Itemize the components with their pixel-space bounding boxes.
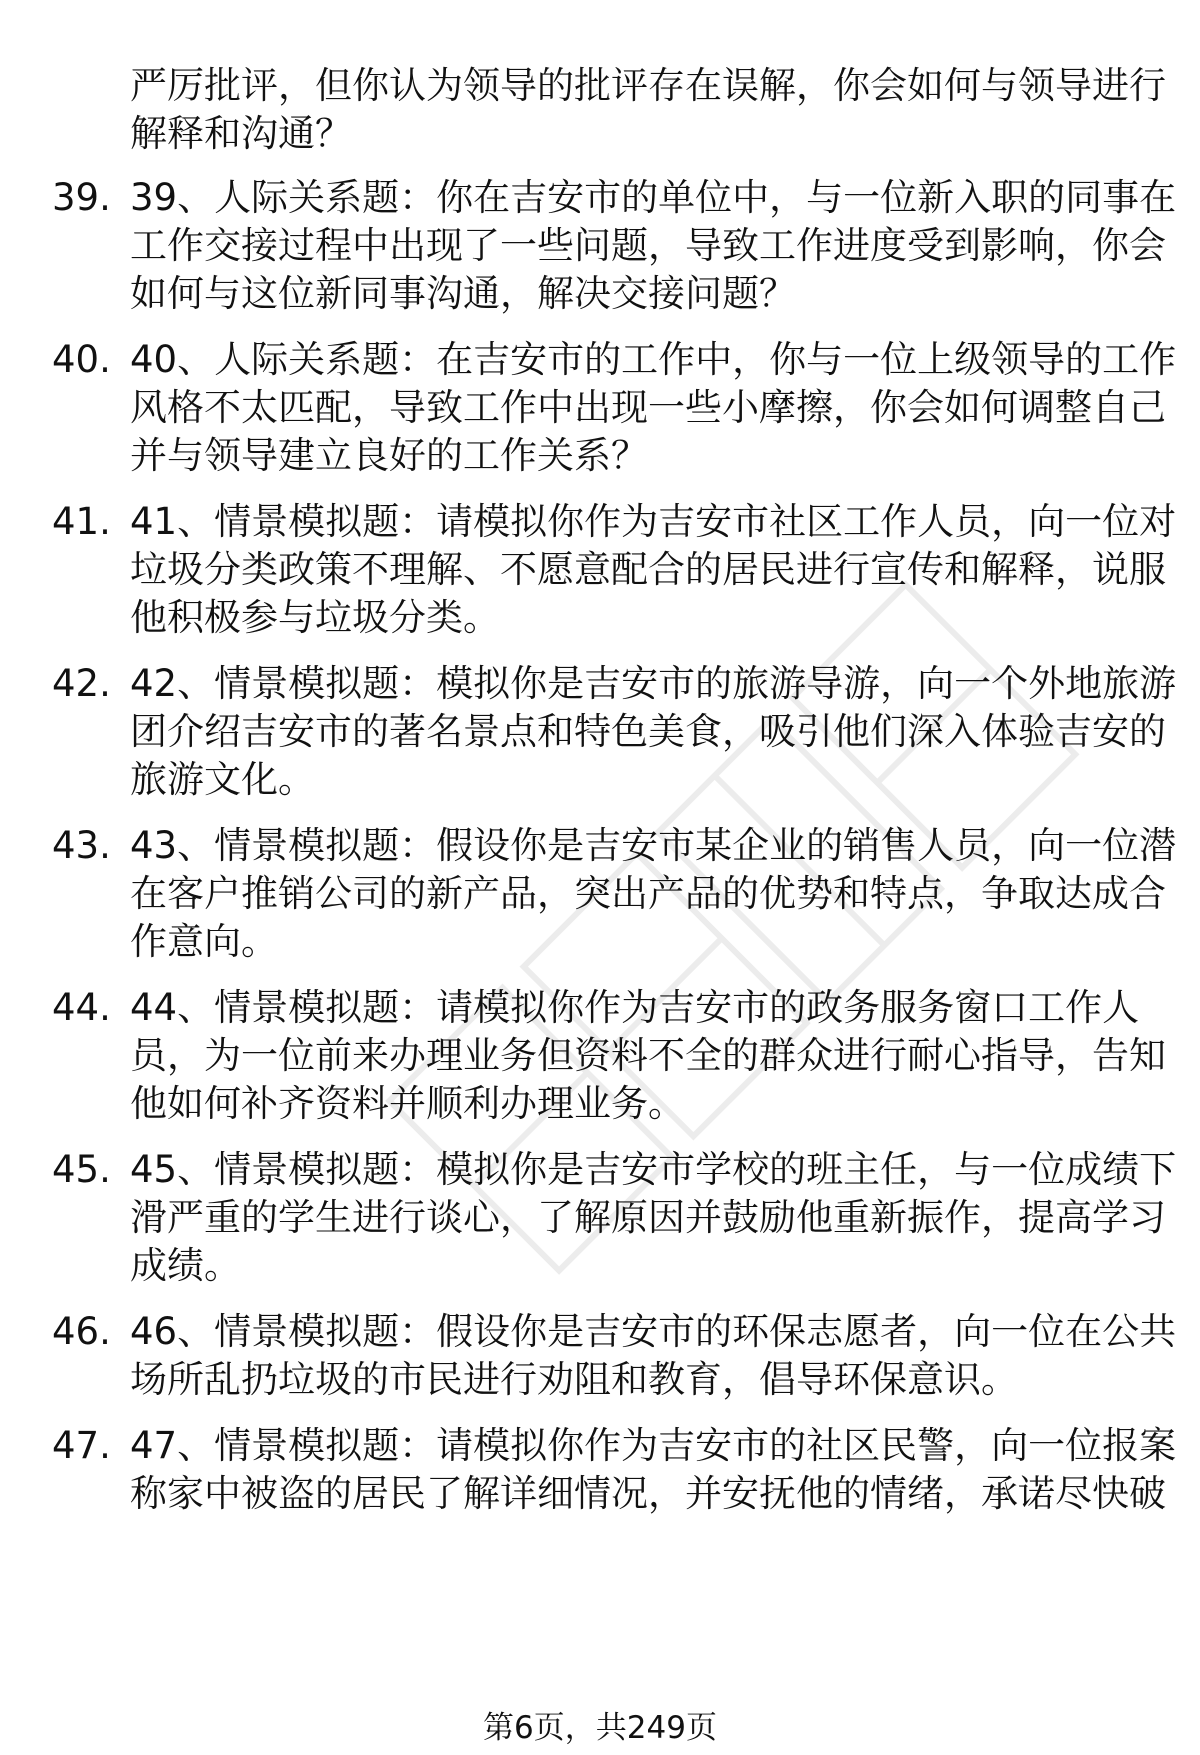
- text-line: 员，为一位前来办理业务但资料不全的群众进行耐心指导，告知: [130, 1034, 1166, 1077]
- item-number: 44.: [52, 986, 111, 1029]
- text-line: 称家中被盗的居民了解详细情况，并安抚他的情绪，承诺尽快破: [130, 1472, 1166, 1515]
- text-line: 场所乱扔垃圾的市民进行劝阻和教育，倡导环保意识。: [130, 1358, 1018, 1401]
- text-line: 风格不太匹配，导致工作中出现一些小摩擦，你会如何调整自己: [130, 386, 1166, 429]
- item-number: 46.: [52, 1310, 111, 1353]
- text-line: 严厉批评，但你认为领导的批评存在误解，你会如何与领导进行: [130, 64, 1166, 107]
- text-line: 47、情景模拟题：请模拟你作为吉安市的社区民警，向一位报案: [130, 1424, 1177, 1467]
- text-line: 44、情景模拟题：请模拟你作为吉安市的政务服务窗口工作人: [130, 986, 1140, 1029]
- item-number: 39.: [52, 176, 111, 219]
- item-text: [130, 336, 1177, 480]
- text-line: 并与领导建立良好的工作关系？: [130, 434, 648, 477]
- text-line: 43、情景模拟题：假设你是吉安市某企业的销售人员，向一位潜: [130, 824, 1177, 867]
- item-text: [130, 498, 1177, 642]
- page-number-footer: 第6页，共249页: [483, 1710, 717, 1746]
- text-line: 成绩。: [130, 1244, 241, 1287]
- item-number: 43.: [52, 824, 111, 867]
- text-line: 滑严重的学生进行谈心，了解原因并鼓励他重新振作，提高学习: [130, 1196, 1166, 1239]
- item-text: [130, 1308, 1177, 1404]
- text-line: 作意向。: [130, 920, 278, 963]
- item-number: 47.: [52, 1424, 111, 1467]
- item-text: [130, 1422, 1177, 1518]
- text-line: 40、人际关系题：在吉安市的工作中，你与一位上级领导的工作: [130, 338, 1177, 381]
- text-line: 46、情景模拟题：假设你是吉安市的环保志愿者，向一位在公共: [130, 1310, 1177, 1353]
- text-line: 他如何补齐资料并顺利办理业务。: [130, 1082, 685, 1125]
- text-line: 39、人际关系题：你在吉安市的单位中，与一位新入职的同事在: [130, 176, 1177, 219]
- text-line: 45、情景模拟题：模拟你是吉安市学校的班主任，与一位成绩下: [130, 1148, 1177, 1191]
- text-line: 工作交接过程中出现了一些问题，导致工作进度受到影响，你会: [130, 224, 1166, 267]
- text-line: 解释和沟通？: [130, 112, 352, 155]
- item-text: [130, 174, 1177, 318]
- item-text: [130, 1146, 1177, 1290]
- text-line: 如何与这位新同事沟通，解决交接问题？: [130, 272, 796, 315]
- item-text: [130, 660, 1177, 804]
- item-text: [130, 984, 1166, 1128]
- item-number: 45.: [52, 1148, 111, 1191]
- text-line: 在客户推销公司的新产品，突出产品的优势和特点，争取达成合: [130, 872, 1166, 915]
- item-text: [130, 822, 1177, 966]
- text-line: 42、情景模拟题：模拟你是吉安市的旅游导游，向一个外地旅游: [130, 662, 1177, 705]
- item-number: 41.: [52, 500, 111, 543]
- text-line: 他积极参与垃圾分类。: [130, 596, 500, 639]
- previous-item-continuation: [130, 62, 1166, 158]
- text-line: 旅游文化。: [130, 758, 315, 801]
- text-line: 团介绍吉安市的著名景点和特色美食，吸引他们深入体验吉安的: [130, 710, 1166, 753]
- item-number: 40.: [52, 338, 111, 381]
- item-number: 42.: [52, 662, 111, 705]
- text-line: 41、情景模拟题：请模拟你作为吉安市社区工作人员，向一位对: [130, 500, 1177, 543]
- text-line: 垃圾分类政策不理解、不愿意配合的居民进行宣传和解释，说服: [130, 548, 1166, 591]
